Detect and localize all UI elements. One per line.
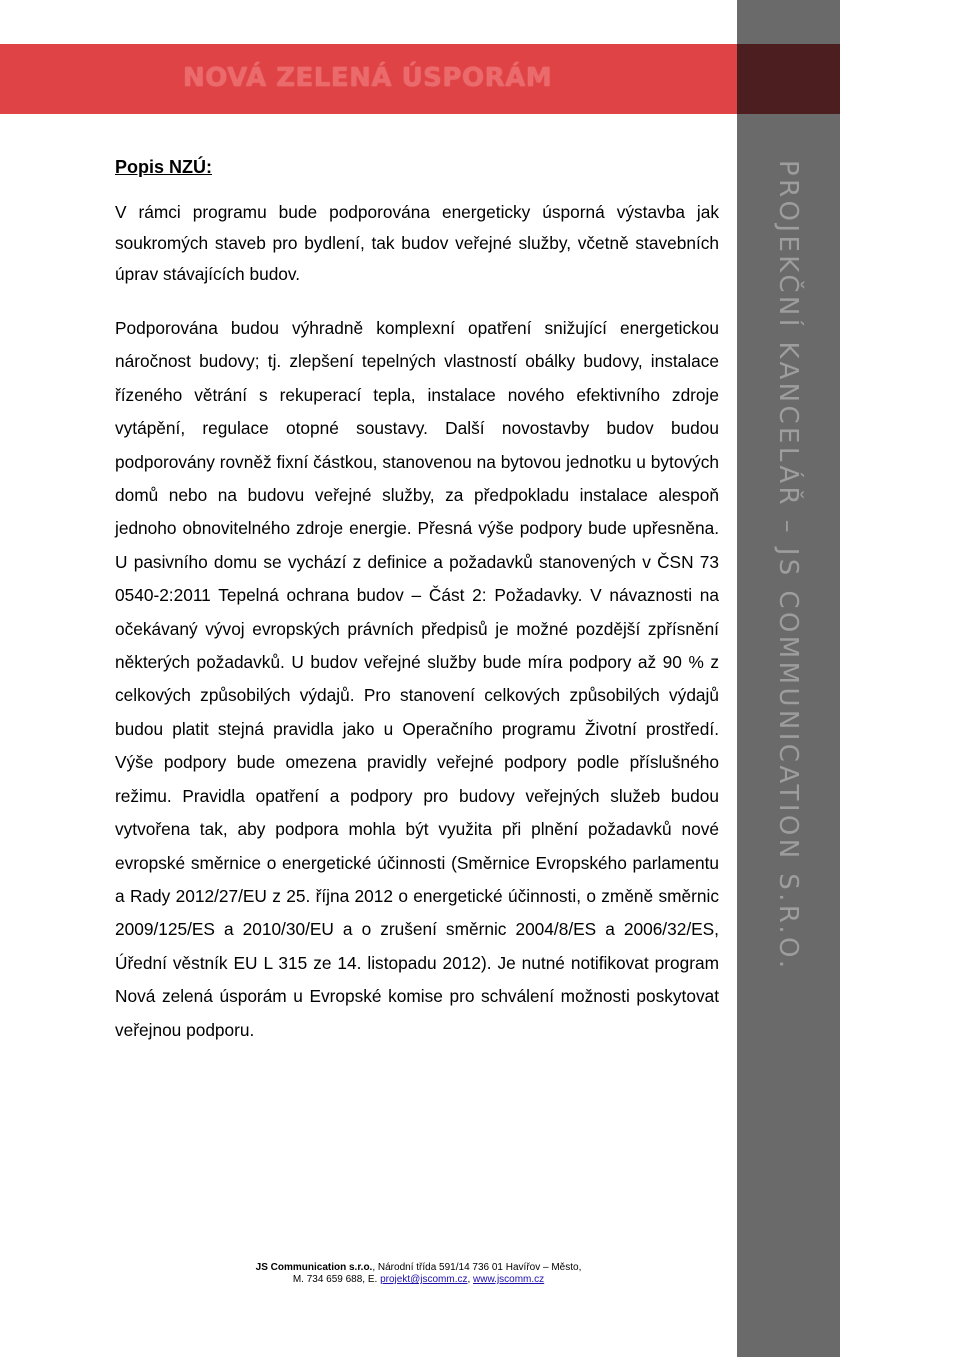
footer-phone: M. 734 659 688, E. bbox=[292, 1274, 381, 1285]
footer-line-2 bbox=[0, 1274, 837, 1286]
document-heading: Popis NZÚ: bbox=[115, 157, 212, 177]
paragraph-details: Podporována budou výhradně komplexní opatření snižující energetickou náročnost budovy; tj. zlepšení tepelných vlastností obálky budovy, instalace řízeného větrání s rekuperací tepla, instalace nového efektivního zdroje vytápění, regulace otopné soustavy. Další novostavby budov budou podporovány rovněž fixní částkou, stanovenou na bytovou jednotku u bytových domů nebo na budovu veřejné služby, za předpokladu instalace alespoň jednoho obnovitelného zdroje energie. Přesná výše podpory bude upřesněna. U pasivního domu se vychází z definice a požadavků stanovených v ČSN 73 0540-2:2011 Tepelná ochrana budov – Část 2: Požadavky. V návaznosti na očekávaný vývoj evropských právních předpisů je možné pozdější zpřísnění některých požadavků. U budov veřejné služby bude míra podpory až 90 % z celkových způsobilých výdajů. Pro stanovení celkových způsobilých výdajů budou platit stejná pravidla jako u Operačního programu Životní prostředí. Výše podpory bude omezena pravidly veřejné podpory podle příslušného režimu. Pravidla opatření a podpory pro budovy veřejných služeb budou vytvořena tak, aby podpora mohla být využita při plnění požadavků nové evropské směrnice o energetické účinnosti (Směrnice Evropského parlamentu a Rady 2012/27/EU z 25. října 2012 o energetické účinnosti, o změně směrnic 2009/125/ES a 2010/30/EU a o zrušení směrnic 2004/8/ES a 2006/32/ES, Úřední věstník EU L 315 ze 14. listopadu 2012). Je nutné notifikovat program Nová zelená úsporám u Evropské komise pro schválení možnosti poskytovat veřejnou podporu. bbox=[115, 318, 719, 1040]
paragraph-intro: V rámci programu bude podporována energeticky úsporná výstavba jak soukromých staveb pro bydlení, tak budov veřejné služby, včetně stavebních úprav stávajících budov. bbox=[115, 202, 719, 284]
header-banner-dark bbox=[737, 44, 840, 114]
sidebar-vertical-text: PROJEKČNÍ KANCELÁŘ – JS COMMUNICATION S.R.O. bbox=[773, 160, 803, 972]
header-title: NOVÁ ZELENÁ ÚSPORÁM bbox=[183, 63, 553, 93]
footer-line-1 bbox=[0, 1262, 837, 1274]
footer-separator: , bbox=[467, 1274, 474, 1285]
footer-company: JS Communication s.r.o. bbox=[255, 1262, 373, 1273]
footer-address: , Národní třída 591/14 736 01 Havířov – Město, bbox=[372, 1262, 582, 1273]
document-body bbox=[115, 197, 719, 1047]
footer-email-link[interactable]: projekt@jscomm.cz bbox=[380, 1274, 468, 1285]
footer-website-link[interactable]: www.jscomm.cz bbox=[473, 1274, 545, 1285]
footer bbox=[0, 1262, 837, 1286]
